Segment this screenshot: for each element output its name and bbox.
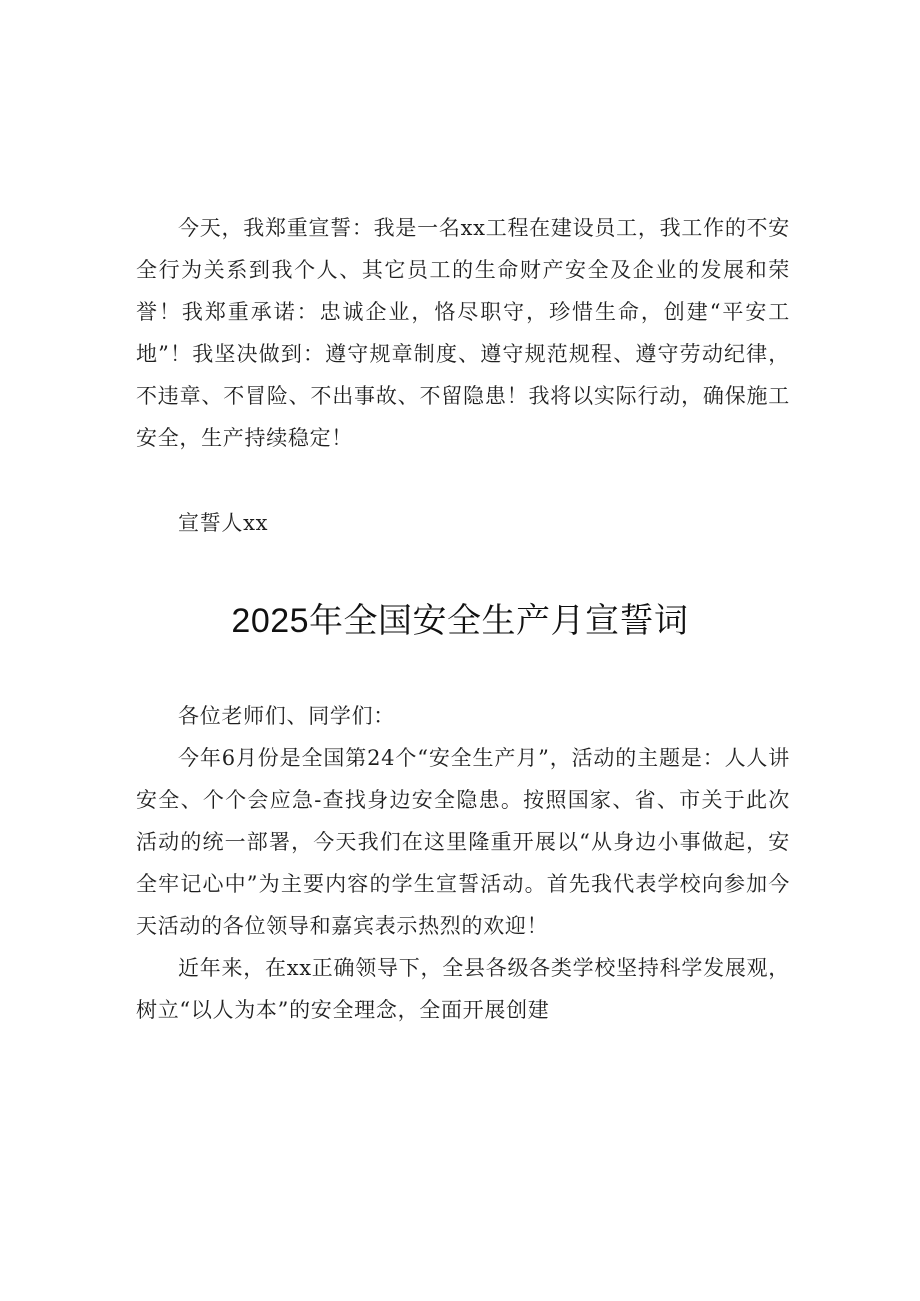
oath-paragraph: 今天，我郑重宣誓：我是一名xx工程在建设员工，我工作的不安全行为关系到我个人、其它员工的生命财产安全及企业的发展和荣誉！我郑重承诺：忠诚企业，恪尽职守，珍惜生命，创建“平安工地”！我坚决做到：遵守规章制度、遵守规范规程、遵守劳动纪律，不违章、不冒险、不出事故、不留隐患！我将以实际行动，确保施工安全，生产持续稳定！ — [136, 216, 790, 450]
speech-section — [136, 695, 790, 1031]
speech-greeting: 各位老师们、同学们： — [178, 704, 395, 728]
speech-title: 2025年全国安全生产月宣誓词 — [231, 602, 689, 640]
oath-section — [136, 207, 790, 459]
speech-paragraph-2: 近年来，在xx正确领导下，全县各级各类学校坚持科学发展观，树立“以人为本”的安全理念，全面开展创建 — [136, 956, 790, 1022]
oath-signature: 宣誓人xx — [178, 511, 269, 535]
speech-paragraph-1: 今年6月份是全国第24个“安全生产月”，活动的主题是：人人讲安全、个个会应急-查找身边安全隐患。按照国家、省、市关于此次活动的统一部署，今天我们在这里隆重开展以“从身边小事做起，安全牢记心中”为主要内容的学生宣誓活动。首先我代表学校向参加今天活动的各位领导和嘉宾表示热烈的欢迎！ — [136, 746, 790, 938]
